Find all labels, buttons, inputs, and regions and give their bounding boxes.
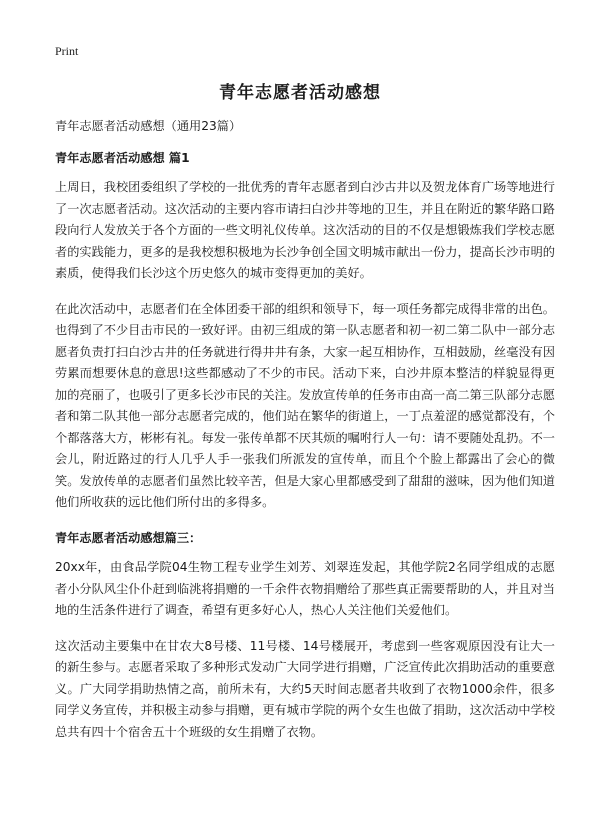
print-link[interactable]: Print <box>55 44 79 58</box>
paragraph: 20xx年，由食品学院04生物工程专业学生刘芳、刘翠连发起，其他学院2名同学组成的志愿者小分队风尘仆仆赶到临洮将捐赠的一千余件衣物捐赠给了那些真正需要帮助的人，并且对当地的生活条件进行了调查，希望有更多好心人，热心人关注他们关爱他们。 <box>55 560 555 617</box>
section-1 <box>55 148 555 514</box>
section-3 <box>55 528 555 744</box>
section-heading: 青年志愿者活动感想 篇1 <box>55 150 190 165</box>
paragraph: 上周日，我校团委组织了学校的一批优秀的青年志愿者到白沙古井以及贺龙体育广场等地进行了一次志愿者活动。这次活动的主要内容市请扫白沙井等地的卫生，并且在附近的繁华路口路段向行人发放关于各个方面的一些文明礼仪传单。这次活动的目的不仅是想锻炼我们学校志愿者的实践能力，更多的是我校想积极地为长沙争创全国文明城市献出一份力，提高长沙市明的素质，使得我们长沙这个历史悠久的城市变得更加的美好。 <box>55 180 555 280</box>
section-heading: 青年志愿者活动感想篇三： <box>55 530 202 545</box>
document-title: 青年志愿者活动感想 <box>219 83 381 103</box>
document-content <box>55 116 555 757</box>
document-subtitle: 青年志愿者活动感想（通用23篇） <box>55 119 242 133</box>
paragraph: 在此次活动中，志愿者们在全体团委干部的组织和领导下，每一项任务都完成得非常的出色。也得到了不少目击市民的一致好评。由初三组成的第一队志愿者和初一初二第二队中一部分志愿者负责打扫白沙古井的任务就进行得井井有条，大家一起互相协作，互相鼓励，丝毫没有因劳累而想要休息的意思!这些都感动了不少的市民。活动下来，白沙井原本整洁的样貌显得更加的亮丽了，也吸引了更多长沙市民的关注。发放宣传单的任务市由高一高二第三队部分志愿者和第二队其他一部分志愿者完成的，他们站在繁华的街道上，一丁点羞涩的感觉都没有，个个都落落大方，彬彬有礼。每发一张传单都不厌其烦的嘱咐行人一句：请不要随处乱扔。不一会儿，附近路过的行人几乎人手一张我们所派发的宣传单，而且个个脸上都露出了会心的微笑。发放传单的志愿者们虽然比较辛苦，但是大家心里都感受到了甜甜的滋味，因为他们知道他们所收获的远比他们所付出的多得多。 <box>55 301 555 509</box>
paragraph: 这次活动主要集中在甘农大8号楼、11号楼、14号楼展开，考虑到一些客观原因没有让大一的新生参与。志愿者采取了多种形式发动广大同学进行捐赠，广泛宣传此次捐助活动的重要意义。广大同学捐助热情之高，前所未有，大约5天时间志愿者共收到了衣物1000余件，很多同学义务宣传，并积极主动参与捐赠，更有城市学院的两个女生也做了捐助，这次活动中学校总共有四十个宿舍五十个班级的女生捐赠了衣物。 <box>55 638 555 739</box>
